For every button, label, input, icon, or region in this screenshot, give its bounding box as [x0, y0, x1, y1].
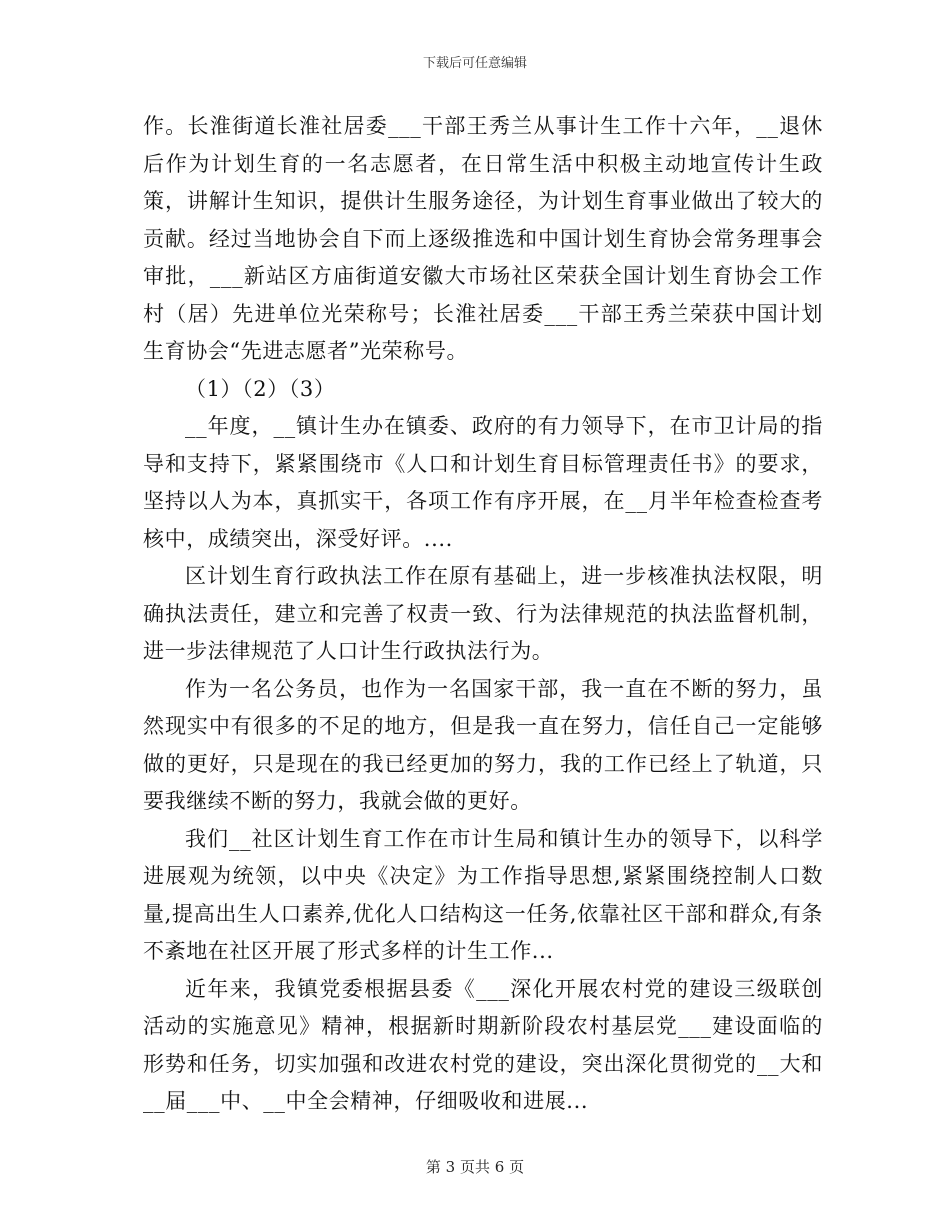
page-footer — [0, 1156, 950, 1177]
paragraph-3: __年度，__镇计生办在镇委、政府的有力领导下，在市卫计局的指导和支持下，紧紧围绕市《人口和计划生育目标管理责任书》的要求，坚持以人为本，真抓实干，各项工作有序开展，在__月半年检查检查考核中，成绩突出，深受好评。.... — [143, 414, 823, 551]
paragraph-4: 区计划生育行政执法工作在原有基础上，进一步核准执法权限，明确执法责任，建立和完善了权责一致、行为法律规范的执法监督机制，进一步法律规范了人口计生行政执法行为。 — [143, 564, 823, 663]
page-header — [0, 52, 950, 71]
paragraph-2: （1）（2）（3） — [185, 376, 336, 401]
paragraph-7: 近年来，我镇党委根据县委《___深化开展农村党的建设三级联创活动的实施意见》精神，根据新时期新阶段农村基层党___建设面临的形势和任务，切实加强和改进农村党的建设，突出深化贯彻党的__大和__届___中、__中全会精神，仔细吸收和进展... — [143, 976, 823, 1113]
paragraph-6: 我们__社区计划生育工作在市计生局和镇计生办的领导下，以科学进展观为统领，以中央《决定》为工作指导思想,紧紧围绕控制人口数量,提高出生人口素养,优化人口结构这一任务,依靠社区干部和群众,有条不紊地在社区开展了形式多样的计生工作... — [143, 826, 823, 963]
paragraph-5: 作为一名公务员，也作为一名国家干部，我一直在不断的努力，虽然现实中有很多的不足的地方，但是我一直在努力，信任自己一定能够做的更好，只是现在的我已经更加的努力，我的工作已经上了轨道，只要我继续不断的努力，我就会做的更好。 — [143, 676, 823, 813]
header-text: 下载后可任意编辑 — [422, 56, 527, 71]
document-body — [143, 108, 823, 1121]
paragraph-1: 作。长淮街道长淮社居委___干部王秀兰从事计生工作十六年，__退休后作为计划生育的一名志愿者，在日常生活中积极主动地宣传计生政策，讲解计生知识，提供计生服务途径，为计划生育事业做出了较大的贡献。经过当地协会自下而上逐级推选和中国计划生育协会常务理事会审批，___新站区方庙街道安徽大市场社区荣获全国计划生育协会工作村（居）先进单位光荣称号；长淮社居委___干部王秀兰荣获中国计划生育协会“先进志愿者”光荣称号。 — [143, 114, 823, 363]
page-number: 第 3 页共 6 页 — [425, 1158, 525, 1176]
